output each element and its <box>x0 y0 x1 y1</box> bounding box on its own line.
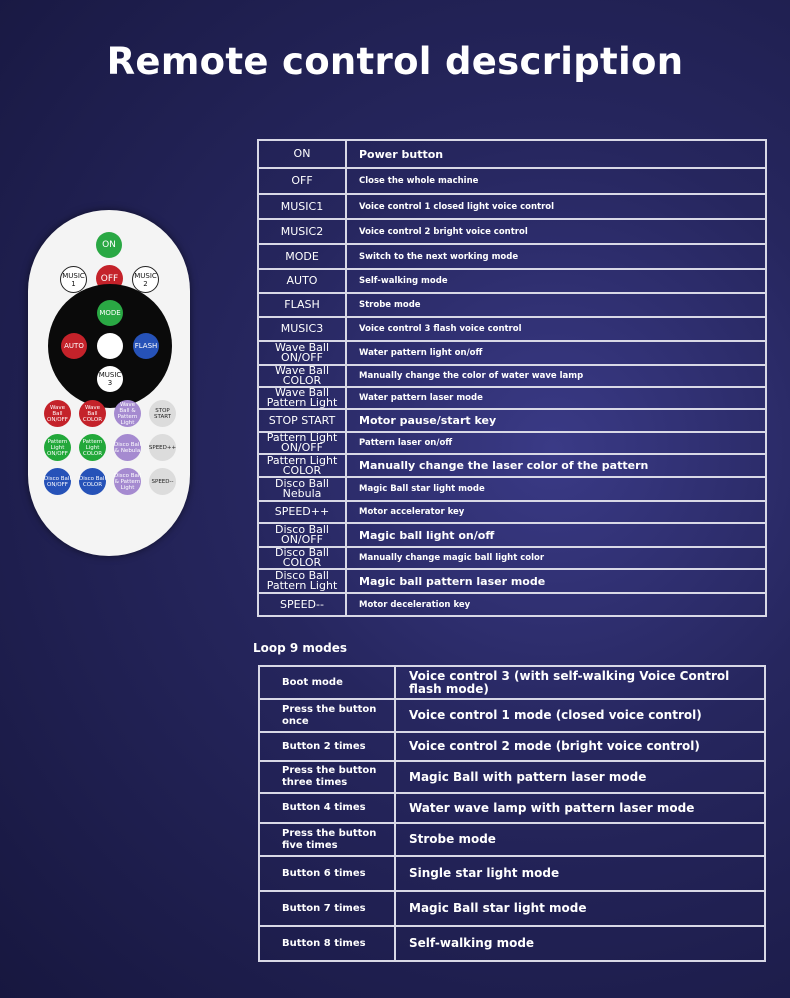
center-button <box>97 333 123 359</box>
table-row <box>259 761 765 793</box>
table-row <box>258 140 766 168</box>
key-description: Self-walking mode <box>346 269 766 293</box>
table-row <box>258 387 766 409</box>
key-name: AUTO <box>258 269 346 293</box>
key-description: Manually change the color of water wave lamp <box>346 365 766 387</box>
remote-grid-button: Pattern Light ON/OFF <box>44 434 71 461</box>
on-button: ON <box>96 232 122 258</box>
remote-grid-button: STOP START <box>149 400 176 427</box>
table-row <box>259 699 765 732</box>
table-row <box>258 547 766 569</box>
key-description: Magic Ball star light mode <box>346 477 766 501</box>
table-row <box>258 269 766 293</box>
flash-button: FLASH <box>133 333 159 359</box>
remote-grid-button: Disco Ball & Pattern Light <box>114 468 141 495</box>
key-description: Close the whole machine <box>346 168 766 194</box>
key-name: Disco Ball Nebula <box>258 477 346 501</box>
music2-button: MUSIC 2 <box>132 266 159 293</box>
key-description: Manually change magic ball light color <box>346 547 766 569</box>
remote-grid-button: Disco Ball ON/OFF <box>44 468 71 495</box>
mode-description: Self-walking mode <box>395 926 765 961</box>
table-row <box>259 666 765 699</box>
key-description: Magic ball light on/off <box>346 523 766 547</box>
table-row <box>258 593 766 616</box>
key-name: SPEED-- <box>258 593 346 616</box>
mode-description: Voice control 2 mode (bright voice control) <box>395 732 765 761</box>
key-description: Voice control 3 flash voice control <box>346 317 766 341</box>
press-count: Press the button five times <box>259 823 395 856</box>
mode-description: Voice control 3 (with self-walking Voice Control flash mode) <box>395 666 765 699</box>
table-row <box>259 891 765 926</box>
key-description: Power button <box>346 140 766 168</box>
table-row <box>258 409 766 432</box>
remote-grid-button: Wave Ball & Pattern Light <box>114 400 141 427</box>
key-description: Water pattern laser mode <box>346 387 766 409</box>
key-description-table <box>257 139 767 617</box>
mode-description: Water wave lamp with pattern laser mode <box>395 793 765 823</box>
press-count: Press the button once <box>259 699 395 732</box>
loop-modes-table <box>258 665 766 962</box>
key-description: Motor pause/start key <box>346 409 766 432</box>
table-row <box>258 454 766 477</box>
key-description: Magic ball pattern laser mode <box>346 569 766 593</box>
press-count: Button 2 times <box>259 732 395 761</box>
remote-grid-button: Wave Ball ON/OFF <box>44 400 71 427</box>
table-row <box>259 793 765 823</box>
mode-description: Magic Ball star light mode <box>395 891 765 926</box>
key-name: Pattern Light ON/OFF <box>258 432 346 454</box>
mode-button: MODE <box>97 300 123 326</box>
key-name: Pattern Light COLOR <box>258 454 346 477</box>
auto-button: AUTO <box>61 333 87 359</box>
press-count: Button 7 times <box>259 891 395 926</box>
remote-grid-button: Pattern Light COLOR <box>79 434 106 461</box>
mode-description: Voice control 1 mode (closed voice control) <box>395 699 765 732</box>
table-row <box>258 194 766 219</box>
press-count: Button 8 times <box>259 926 395 961</box>
control-wheel <box>48 284 172 408</box>
table-row <box>258 168 766 194</box>
mode-description: Strobe mode <box>395 823 765 856</box>
key-name: SPEED++ <box>258 501 346 523</box>
remote-grid-button: Wave Ball COLOR <box>79 400 106 427</box>
key-name: OFF <box>258 168 346 194</box>
key-name: MUSIC1 <box>258 194 346 219</box>
key-description: Strobe mode <box>346 293 766 317</box>
key-description: Voice control 2 bright voice control <box>346 219 766 244</box>
remote-grid-button: Disco Ball COLOR <box>79 468 106 495</box>
page-title: Remote control description <box>106 40 684 83</box>
table-row <box>258 523 766 547</box>
key-name: Wave Ball ON/OFF <box>258 341 346 365</box>
mode-description: Magic Ball with pattern laser mode <box>395 761 765 793</box>
key-name: STOP START <box>258 409 346 432</box>
table-row <box>258 219 766 244</box>
key-name: FLASH <box>258 293 346 317</box>
key-description: Voice control 1 closed light voice control <box>346 194 766 219</box>
key-name: Disco Ball ON/OFF <box>258 523 346 547</box>
key-name: ON <box>258 140 346 168</box>
remote-grid-button: SPEED-- <box>149 468 176 495</box>
key-description: Motor accelerator key <box>346 501 766 523</box>
key-description: Switch to the next working mode <box>346 244 766 269</box>
key-description: Manually change the laser color of the pattern <box>346 454 766 477</box>
table-row <box>258 244 766 269</box>
table-row <box>259 926 765 961</box>
key-description: Pattern laser on/off <box>346 432 766 454</box>
table-row <box>259 856 765 891</box>
press-count: Button 6 times <box>259 856 395 891</box>
key-description: Motor deceleration key <box>346 593 766 616</box>
remote-grid-button: SPEED++ <box>149 434 176 461</box>
table-row <box>258 432 766 454</box>
mode-description: Single star light mode <box>395 856 765 891</box>
music3-button: MUSIC 3 <box>97 366 123 392</box>
key-name: Disco Ball Pattern Light <box>258 569 346 593</box>
table-row <box>259 732 765 761</box>
table-row <box>258 501 766 523</box>
table-row <box>259 823 765 856</box>
table-row <box>258 341 766 365</box>
key-name: Disco Ball COLOR <box>258 547 346 569</box>
press-count: Press the button three times <box>259 761 395 793</box>
table-row <box>258 569 766 593</box>
key-name: Wave Ball COLOR <box>258 365 346 387</box>
press-count: Boot mode <box>259 666 395 699</box>
key-name: MODE <box>258 244 346 269</box>
key-name: Wave Ball Pattern Light <box>258 387 346 409</box>
key-name: MUSIC3 <box>258 317 346 341</box>
key-name: MUSIC2 <box>258 219 346 244</box>
table-row <box>258 317 766 341</box>
off-button: OFF <box>96 265 123 292</box>
music1-button: MUSIC 1 <box>60 266 87 293</box>
remote-grid-button: Disco Ball & Nebula <box>114 434 141 461</box>
table-row <box>258 365 766 387</box>
table-row <box>258 477 766 501</box>
key-description: Water pattern light on/off <box>346 341 766 365</box>
remote-control-image <box>28 210 190 556</box>
loop-modes-heading: Loop 9 modes <box>253 641 348 655</box>
press-count: Button 4 times <box>259 793 395 823</box>
table-row <box>258 293 766 317</box>
